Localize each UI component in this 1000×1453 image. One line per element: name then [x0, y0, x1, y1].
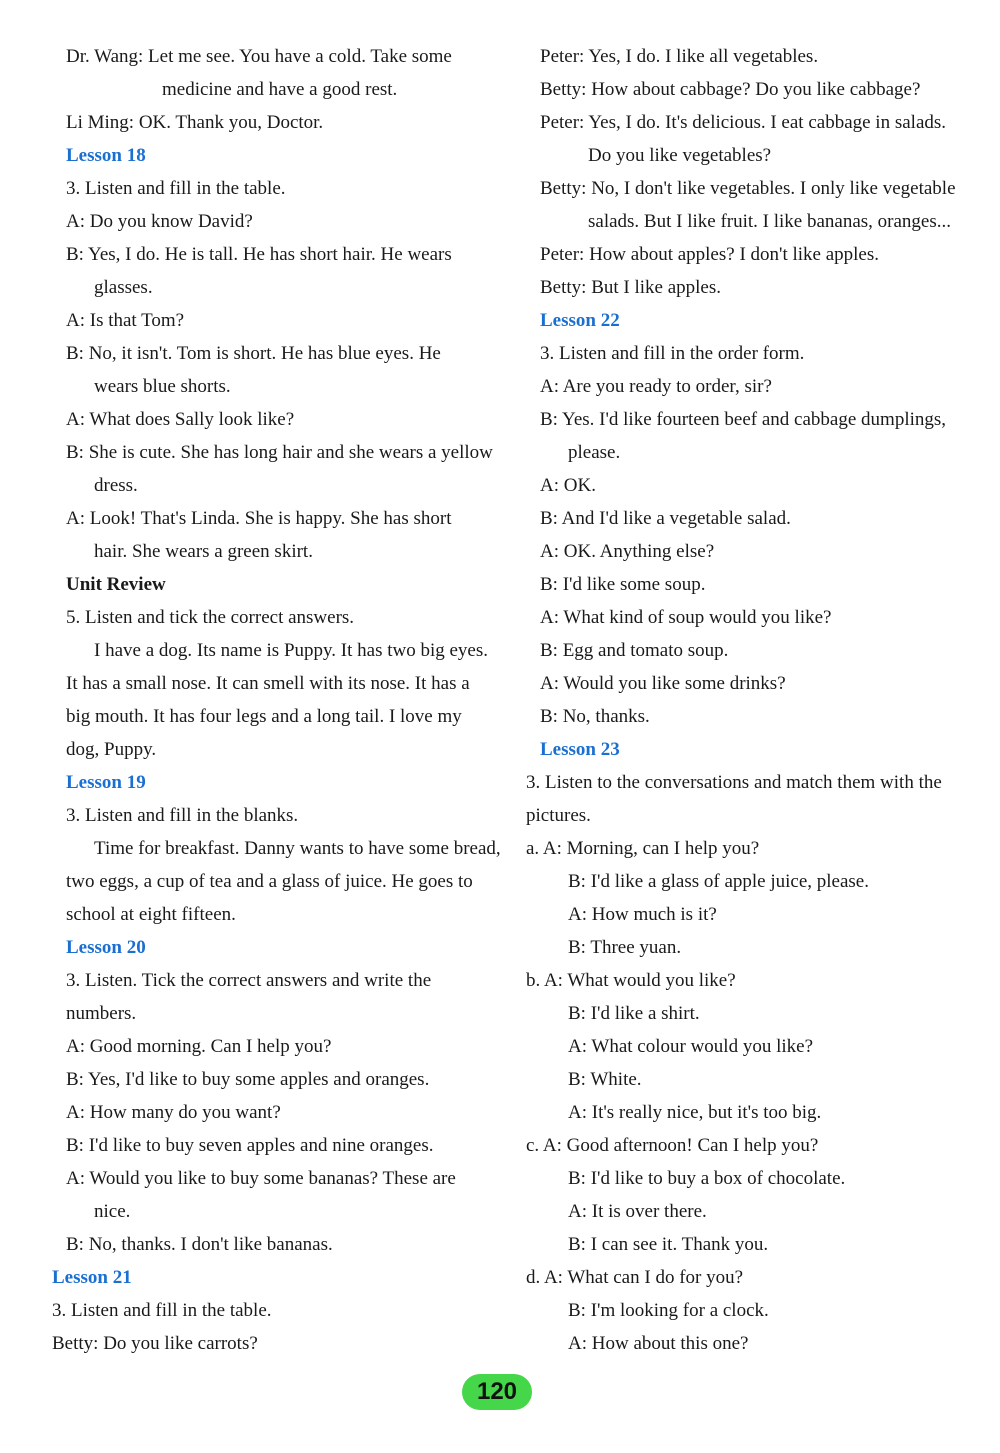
text-line: A: Good morning. Can I help you? — [66, 1036, 332, 1057]
text-line: 3. Listen and fill in the order form. — [540, 343, 805, 364]
left-column — [52, 40, 501, 1360]
text-line: I have a dog. Its name is Puppy. It has two big eyes. — [94, 640, 488, 661]
lesson-heading: Lesson 18 — [66, 145, 146, 166]
right-column — [526, 40, 966, 1360]
text-line: big mouth. It has four legs and a long tail. I love my — [66, 706, 462, 727]
text-line: B: Yes, I do. He is tall. He has short hair. He wears — [66, 244, 452, 265]
text-line: glasses. — [94, 277, 153, 298]
section-heading: Unit Review — [66, 574, 166, 595]
text-line: B: I'd like to buy a box of chocolate. — [568, 1168, 846, 1189]
text-line: B: No, thanks. I don't like bananas. — [66, 1234, 333, 1255]
text-line: A: Look! That's Linda. She is happy. She has short — [66, 508, 452, 529]
text-line: medicine and have a good rest. — [162, 79, 398, 100]
text-line: B: I'd like a glass of apple juice, please. — [568, 871, 869, 892]
text-line: A: It's really nice, but it's too big. — [568, 1102, 822, 1123]
lesson-heading: Lesson 20 — [66, 937, 146, 958]
text-line: Peter: Yes, I do. It's delicious. I eat cabbage in salads. — [540, 112, 947, 133]
text-line: two eggs, a cup of tea and a glass of juice. He goes to — [66, 871, 473, 892]
text-line: A: How many do you want? — [66, 1102, 281, 1123]
text-line: Time for breakfast. Danny wants to have some bread, — [94, 838, 501, 859]
text-line: A: Is that Tom? — [66, 310, 185, 331]
text-line: Peter: Yes, I do. I like all vegetables. — [540, 46, 819, 67]
text-line: wears blue shorts. — [94, 376, 231, 397]
text-line: Dr. Wang: Let me see. You have a cold. Take some — [66, 46, 452, 67]
text-line: B: Three yuan. — [568, 937, 682, 958]
text-line: pictures. — [526, 805, 591, 826]
lesson-heading: Lesson 21 — [52, 1267, 132, 1288]
text-line: B: I'd like a shirt. — [568, 1003, 700, 1024]
text-line: 3. Listen and fill in the table. — [52, 1300, 272, 1321]
text-line: B: No, thanks. — [540, 706, 650, 727]
text-line: Do you like vegetables? — [588, 145, 772, 166]
text-line: dog, Puppy. — [66, 739, 157, 760]
text-line: A: How about this one? — [568, 1333, 749, 1354]
text-line: B: I'm looking for a clock. — [568, 1300, 769, 1321]
text-line: B: She is cute. She has long hair and she wears a yellow — [66, 442, 493, 463]
text-line: 5. Listen and tick the correct answers. — [66, 607, 355, 628]
text-line: B: Yes. I'd like fourteen beef and cabbage dumplings, — [540, 409, 947, 430]
text-line: It has a small nose. It can smell with its nose. It has a — [66, 673, 470, 694]
text-line: hair. She wears a green skirt. — [94, 541, 313, 562]
text-line: nice. — [94, 1201, 131, 1222]
text-line: A: What does Sally look like? — [66, 409, 295, 430]
text-line: 3. Listen and fill in the table. — [66, 178, 286, 199]
text-line: Betty: But I like apples. — [540, 277, 722, 298]
text-line: A: What colour would you like? — [568, 1036, 814, 1057]
text-line: A: OK. Anything else? — [540, 541, 715, 562]
text-line: Betty: How about cabbage? Do you like cabbage? — [540, 79, 921, 100]
text-line: numbers. — [66, 1003, 137, 1024]
text-line: A: OK. — [540, 475, 596, 496]
text-line: Li Ming: OK. Thank you, Doctor. — [66, 112, 324, 133]
text-line: Betty: Do you like carrots? — [52, 1333, 258, 1354]
text-line: A: Would you like some drinks? — [540, 673, 786, 694]
text-line: B: White. — [568, 1069, 642, 1090]
text-line: B: I'd like some soup. — [540, 574, 706, 595]
text-line: A: What kind of soup would you like? — [540, 607, 832, 628]
text-line: A: How much is it? — [568, 904, 717, 925]
text-line: d. A: What can I do for you? — [526, 1267, 744, 1288]
text-line: B: I'd like to buy seven apples and nine oranges. — [66, 1135, 434, 1156]
text-line: a. A: Morning, can I help you? — [526, 838, 760, 859]
lesson-heading: Lesson 22 — [540, 310, 620, 331]
lesson-heading: Lesson 23 — [540, 739, 620, 760]
lesson-heading: Lesson 19 — [66, 772, 146, 793]
text-line: 3. Listen and fill in the blanks. — [66, 805, 299, 826]
text-line: A: Would you like to buy some bananas? These are — [66, 1168, 456, 1189]
text-line: B: No, it isn't. Tom is short. He has blue eyes. He — [66, 343, 441, 364]
text-line: school at eight fifteen. — [66, 904, 236, 925]
text-line: B: Egg and tomato soup. — [540, 640, 729, 661]
text-line: Peter: How about apples? I don't like apples. — [540, 244, 880, 265]
text-line: A: It is over there. — [568, 1201, 707, 1222]
text-line: salads. But I like fruit. I like bananas, oranges... — [588, 211, 952, 232]
text-line: B: And I'd like a vegetable salad. — [540, 508, 791, 529]
text-line: please. — [568, 442, 621, 463]
text-line: 3. Listen. Tick the correct answers and write the — [66, 970, 432, 991]
text-line: B: I can see it. Thank you. — [568, 1234, 769, 1255]
text-line: Betty: No, I don't like vegetables. I only like vegetable — [540, 178, 956, 199]
text-line: c. A: Good afternoon! Can I help you? — [526, 1135, 819, 1156]
text-line: A: Are you ready to order, sir? — [540, 376, 772, 397]
text-line: b. A: What would you like? — [526, 970, 736, 991]
text-line: dress. — [94, 475, 138, 496]
text-line: B: Yes, I'd like to buy some apples and oranges. — [66, 1069, 430, 1090]
text-line: A: Do you know David? — [66, 211, 253, 232]
page-number-badge: 120 — [462, 1374, 532, 1410]
text-line: 3. Listen to the conversations and match them with the — [526, 772, 942, 793]
